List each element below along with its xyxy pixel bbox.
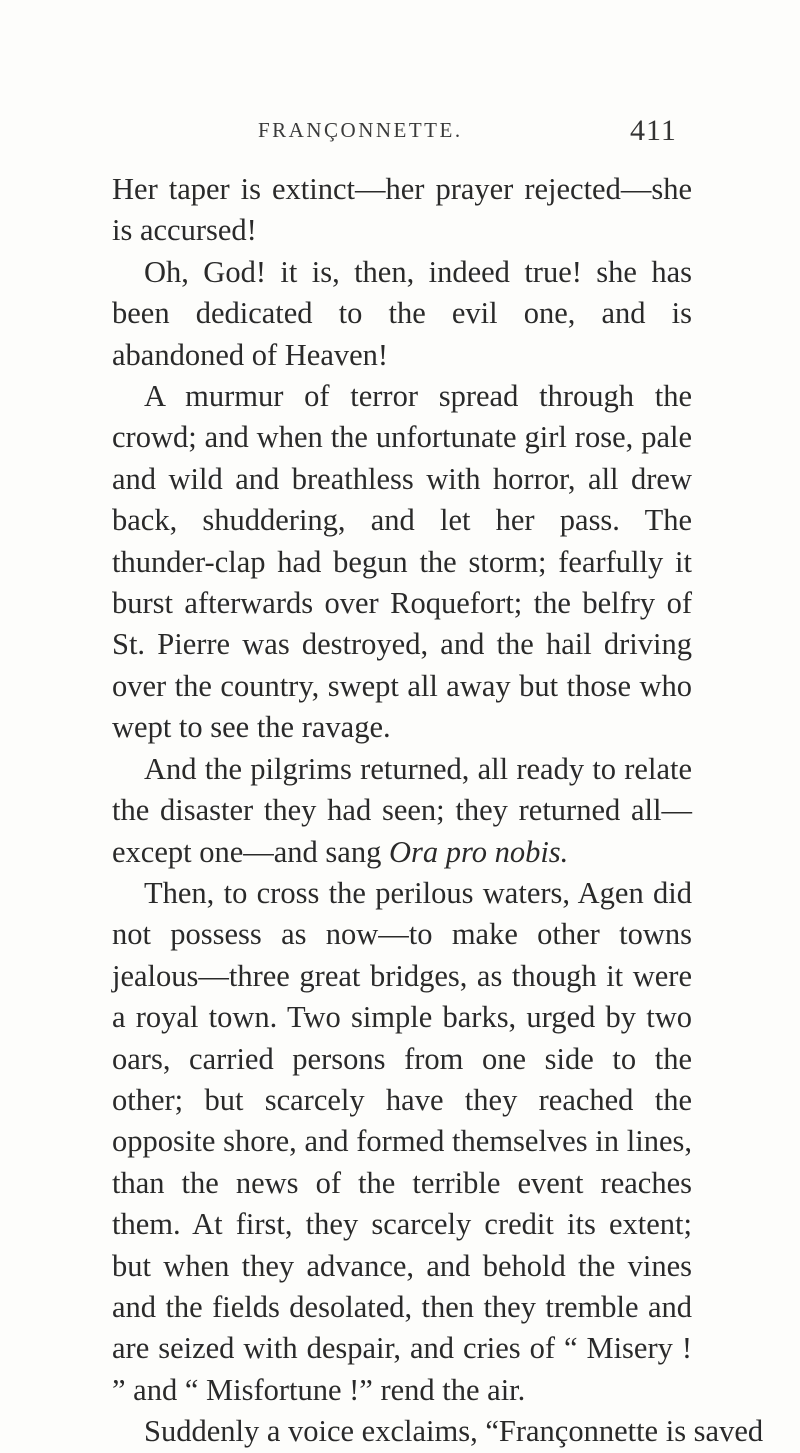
paragraph-4 [112, 749, 692, 873]
paragraph-1: Her taper is extinct—her prayer rejected—she is accursed! [112, 172, 692, 248]
page-header [0, 114, 800, 158]
running-title: FRANÇONNETTE. [258, 118, 463, 142]
paragraph-6: Suddenly a voice exclaims, “Françonnette is saved [144, 1414, 764, 1449]
paragraph-5: Then, to cross the perilous waters, Agen did not possess as now—to make other towns jealous—three great bridges, as though it were a royal town. Two simple barks, urged by two oars, carried persons from one side to the other; but scarcely have they reached the opposite shore, and formed themselves in lines, than the news of the terrible event reaches them. At first, they scarcely credit its extent; but when they advance, and behold the vines and the fields desolated, then they tremble and are seized with despair, and cries of “ Misery ! ” and “ Misfortune !” rend the air. [112, 875, 692, 1407]
paragraph-2: Oh, God! it is, then, indeed true! she has been dedicated to the evil one, and is abandoned of Heaven! [112, 254, 692, 372]
latin-phrase: Ora pro nobis. [388, 834, 569, 869]
page-number: 411 [630, 114, 677, 147]
paragraph-4-text: And the pilgrims returned, all ready to relate the disaster they had seen; they returned all—except one—and sang [112, 751, 692, 869]
body-text [112, 169, 764, 1453]
paragraph-3: A murmur of terror spread through the crowd; and when the unfortunate girl rose, pale and wild and breathless with horror, all drew back, shuddering, and let her pass. The thunder-clap had begun the storm; fearfully it burst afterwards over Roquefort; the belfry of St. Pierre was destroyed, and the hail driving over the country, swept all away but those who wept to see the ravage. [112, 379, 692, 745]
